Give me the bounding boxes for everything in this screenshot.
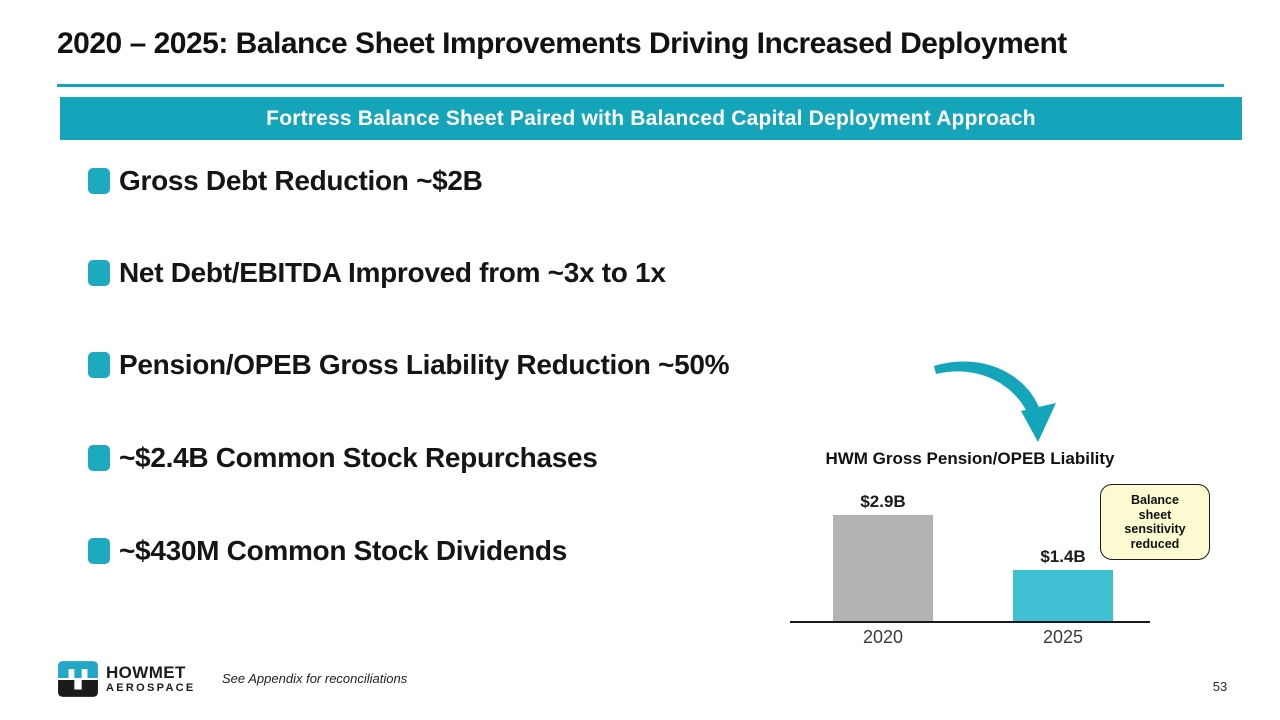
- howmet-logo-text: [106, 664, 196, 695]
- x-tick-2020: 2020: [862, 627, 904, 647]
- page-number: 53: [1212, 679, 1228, 694]
- bullet-stock-repurchases: [88, 443, 598, 473]
- x-tick-2025: 2025: [1042, 627, 1084, 647]
- bullet-square-icon: [88, 260, 110, 286]
- banner: Fortress Balance Sheet Paired with Balanced Capital Deployment Approach: [60, 97, 1242, 140]
- bullet-text: Net Debt/EBITDA Improved from ~3x to 1x: [119, 257, 666, 288]
- bullet-square-icon: [88, 445, 110, 471]
- bar-group-2020: [833, 492, 933, 621]
- bullet-square-icon: [88, 538, 110, 564]
- bar-2025: [1013, 570, 1113, 621]
- bullet-text: Pension/OPEB Gross Liability Reduction ~50%: [119, 349, 730, 380]
- pension-liability-chart: [790, 449, 1150, 649]
- curved-arrow-icon: [928, 358, 1063, 446]
- bullet-text: ~$2.4B Common Stock Repurchases: [119, 442, 598, 473]
- bullet-net-debt-ebitda: [88, 258, 666, 288]
- bullet-stock-dividends: [88, 536, 567, 566]
- bullet-pension-opeb: [88, 350, 729, 380]
- chart-title: HWM Gross Pension/OPEB Liability: [825, 449, 1115, 468]
- howmet-logo-mark: [57, 660, 99, 698]
- bar-2020: [833, 515, 933, 621]
- howmet-logo: [57, 660, 196, 698]
- title-divider: [57, 84, 1224, 87]
- chart-plot-area: [790, 475, 1150, 623]
- bullet-gross-debt: [88, 166, 483, 196]
- bullet-square-icon: [88, 352, 110, 378]
- x-axis-labels: [790, 623, 1150, 649]
- balance-sheet-callout: Balance sheet sensitivity reduced: [1100, 484, 1210, 560]
- appendix-note: See Appendix for reconciliations: [222, 671, 408, 686]
- bullet-text: ~$430M Common Stock Dividends: [119, 535, 567, 566]
- logo-word-aerospace: AEROSPACE: [106, 681, 196, 694]
- bullet-text: Gross Debt Reduction ~$2B: [119, 165, 483, 196]
- bullet-square-icon: [88, 168, 110, 194]
- logo-word-howmet: HOWMET: [106, 662, 186, 682]
- slide-title: 2020 – 2025: Balance Sheet Improvements Driving Increased Deployment: [57, 27, 1067, 60]
- bar-group-2025: [1013, 547, 1113, 621]
- bar-value-label: $1.4B: [1040, 547, 1086, 566]
- bar-value-label: $2.9B: [860, 492, 906, 511]
